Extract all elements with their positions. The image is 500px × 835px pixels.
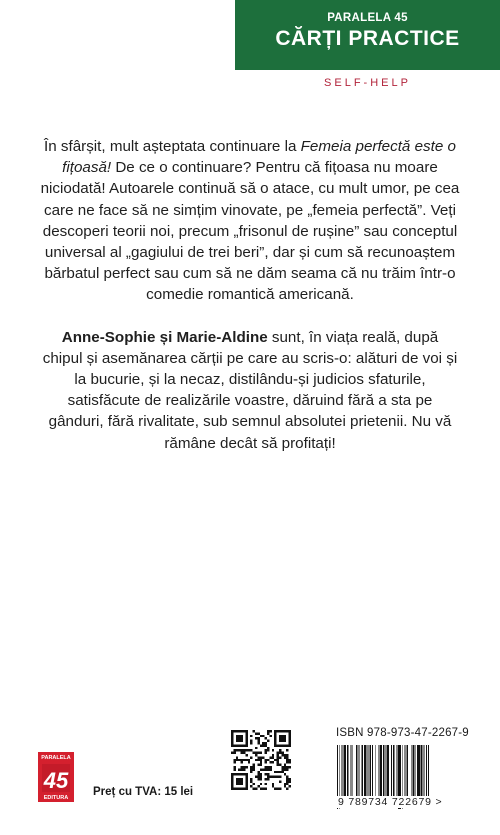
blurb-body: De ce o continuare? Pentru că fițoasa nu moare niciodată! Autoarele continuă să o atace, cu mult umor, pe cea care ne face să ne simțim vinovate, pe „femeia perfectă”. Veți descoperi teorii noi, precum „frisonul de rușine” sau conceptul universal al „gagiului de trei beri”, dar și cum să recunoaștem bărbatul perfect sau cum să ne dăm seama că nu trăim într-o comedie romantică americană. bbox=[40, 159, 460, 304]
barcode-digits: 9 789734 722679 > bbox=[336, 796, 468, 808]
genre-label: SELF-HELP bbox=[324, 77, 411, 89]
blurb-paragraph-1 bbox=[40, 136, 460, 306]
back-cover-blurb bbox=[40, 136, 460, 454]
author-names: Anne-Sophie și Marie-Aldine bbox=[61, 328, 268, 346]
logo-top-text: PARALELA bbox=[41, 755, 71, 761]
publisher-logo bbox=[38, 752, 74, 802]
blurb-intro: În sfârșit, mult așteptata continuare la bbox=[44, 138, 301, 155]
publisher-name: PARALELA 45 bbox=[327, 12, 408, 24]
author-description: sunt, în viața reală, după chipul și asemănarea cărții pe care au scris-o: alături de voi și la bucurie, și la necaz, distilându-și judicios sfaturile, satisfăcute de realizările voastre, dăruind fără a sta pe gânduri, fără rivalitate, sub semnul absolutei prietenii. Nu vă rămâne decât să profitați! bbox=[42, 328, 458, 452]
previous-book-title: Femeia perfectă este o fițoasă! bbox=[62, 138, 456, 177]
qr-code bbox=[231, 730, 291, 790]
logo-number: 45 bbox=[43, 768, 69, 793]
isbn-number: ISBN 978-973-47-2267-9 bbox=[336, 727, 469, 739]
series-banner bbox=[235, 0, 500, 70]
price-label: Preț cu TVA: 15 lei bbox=[93, 786, 194, 798]
blurb-paragraph-2 bbox=[40, 327, 460, 454]
logo-bottom-text: EDITURA bbox=[43, 795, 69, 801]
series-name: CĂRȚI PRACTICE bbox=[275, 27, 460, 50]
